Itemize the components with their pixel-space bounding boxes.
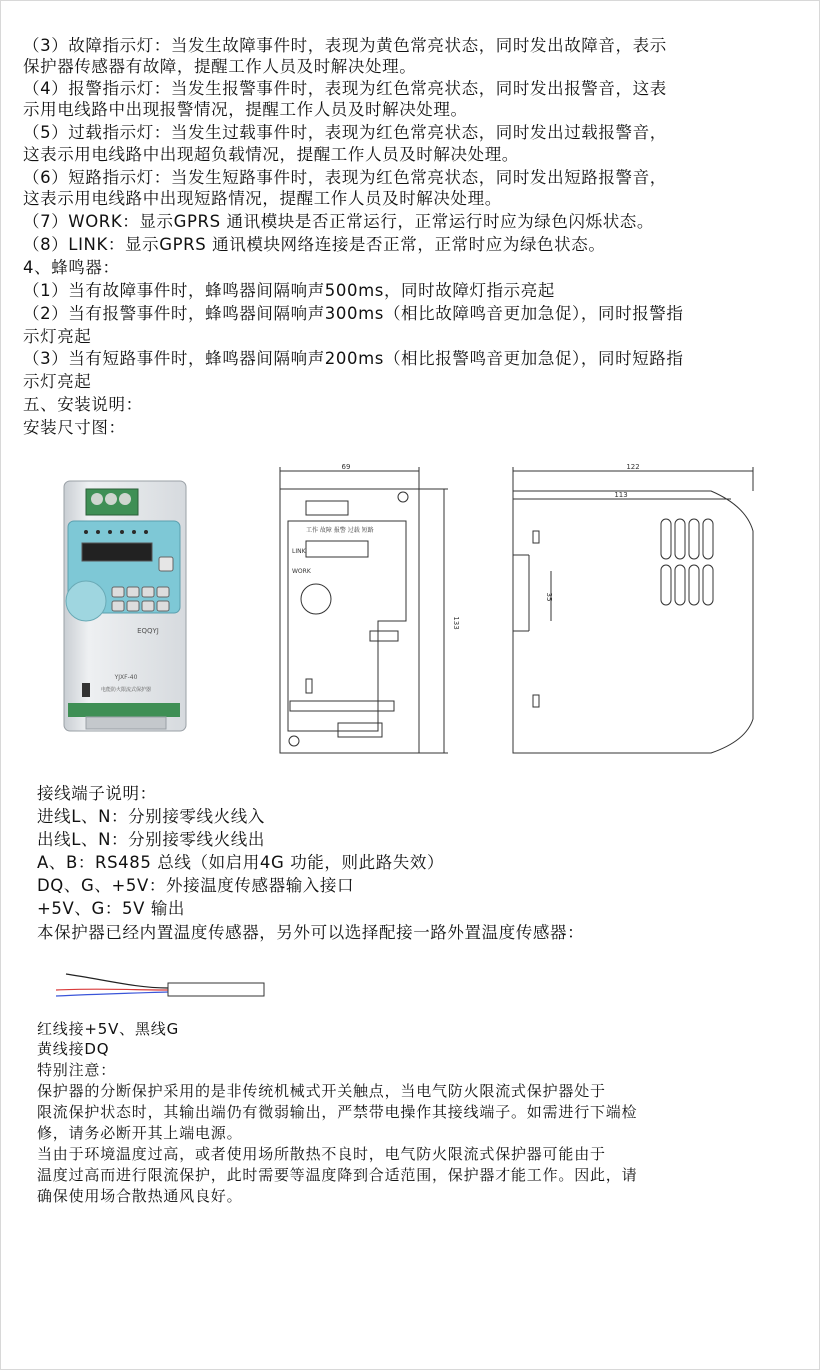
line-overload-indicator-2: 这表示用电线路中出现超负载情况，提醒工作人员及时解决处理。	[23, 145, 519, 164]
front-width-label: 69	[341, 463, 351, 471]
line-note-2b: 温度过高而进行限流保护，此时需要等温度降到合适范围，保护器才能工作。因此，请	[37, 1166, 638, 1184]
heading-buzzer: 4、蜂鸣器：	[23, 258, 120, 277]
line-note-2a: 当由于环境温度过高，或者使用场所散热不良时，电气防火限流式保护器可能由于	[37, 1145, 606, 1163]
line-link-indicator: （8）LINK：显示GPRS 通讯模块网络连接是否正常，正常时应为绿色状态。	[23, 235, 606, 254]
line-fault-indicator-2: 保护器传感器有故障，提醒工作人员及时解决处理。	[23, 57, 417, 76]
line-5v-output: +5V、G：5V 输出	[37, 899, 186, 918]
temperature-sensor-illustration	[56, 966, 271, 1006]
line-overload-indicator-1: （5）过载指示灯：当发生过载事件时，表现为红色常亮状态，同时发出过载报警音，	[23, 123, 667, 142]
heading-installation: 五、安装说明：	[23, 395, 143, 414]
line-note-1a: 保护器的分断保护采用的是非传统机械式开关触点，当电气防火限流式保护器处于	[37, 1082, 606, 1100]
svg-text:WORK: WORK	[292, 568, 311, 575]
device-name-label: 电能防火限流式保护器	[100, 687, 152, 693]
line-short-indicator-1: （6）短路指示灯：当发生短路事件时，表现为红色常亮状态，同时发出短路报警音，	[23, 168, 667, 187]
line-rs485-terminals: A、B：RS485 总线（如启用4G 功能，则此路失效）	[37, 853, 445, 872]
line-fault-indicator-1: （3）故障指示灯：当发生故障事件时，表现为黄色常亮状态，同时发出故障音，表示	[23, 36, 667, 55]
front-view-drawing	[276, 461, 461, 761]
device-photo	[56, 471, 196, 741]
side-inner-width-label: 113	[614, 491, 628, 499]
svg-text:LINK: LINK	[292, 548, 306, 555]
side-view-drawing	[511, 461, 756, 761]
line-red-black-wire: 红线接+5V、黑线G	[37, 1020, 179, 1038]
line-buzzer-short-1: （3）当有短路事件时，蜂鸣器间隔响声200ms（相比报警鸣音更加急促），同时短路指	[23, 349, 684, 368]
heading-special-note: 特别注意：	[37, 1061, 117, 1079]
svg-text:工作 故障 报警 过载 短路: 工作 故障 报警 过载 短路	[306, 527, 374, 534]
device-brand-label: EQQYJ	[137, 627, 159, 635]
line-alarm-indicator-2: 示用电线路中出现报警情况，提醒工作人员及时解决处理。	[23, 100, 468, 119]
side-rail-label: 35	[545, 592, 553, 602]
line-work-indicator: （7）WORK：显示GPRS 通讯模块是否正常运行，正常运行时应为绿色闪烁状态。	[23, 212, 655, 231]
line-buzzer-alarm-2: 示灯亮起	[23, 327, 92, 346]
heading-dimension-drawing: 安装尺寸图：	[23, 418, 126, 437]
line-buzzer-fault: （1）当有故障事件时，蜂鸣器间隔响声500ms，同时故障灯指示亮起	[23, 281, 555, 300]
line-external-sensor: 本保护器已经内置温度传感器，另外可以选择配接一路外置温度传感器：	[37, 923, 585, 942]
line-note-2c: 确保使用场合散热通风良好。	[37, 1187, 243, 1205]
line-output-terminals: 出线L、N：分别接零线火线出	[37, 830, 265, 849]
heading-terminal-description: 接线端子说明：	[37, 784, 157, 803]
device-model-label: YJXF-40	[114, 674, 138, 681]
line-short-indicator-2: 这表示用电线路中出现短路情况，提醒工作人员及时解决处理。	[23, 189, 502, 208]
line-buzzer-alarm-1: （2）当有报警事件时，蜂鸣器间隔响声300ms（相比故障鸣音更加急促），同时报警指	[23, 304, 684, 323]
line-buzzer-short-2: 示灯亮起	[23, 372, 92, 391]
line-yellow-wire: 黄线接DQ	[37, 1040, 110, 1058]
line-note-1c: 修，请务必断开其上端电源。	[37, 1124, 243, 1142]
line-sensor-terminals: DQ、G、+5V：外接温度传感器输入接口	[37, 876, 355, 895]
line-input-terminals: 进线L、N：分别接零线火线入	[37, 807, 265, 826]
front-height-label: 133	[452, 616, 460, 630]
line-alarm-indicator-1: （4）报警指示灯：当发生报警事件时，表现为红色常亮状态，同时发出报警音，这表	[23, 79, 667, 98]
side-outer-width-label: 122	[626, 463, 640, 471]
line-note-1b: 限流保护状态时，其输出端仍有微弱输出，严禁带电操作其接线端子。如需进行下端检	[37, 1103, 638, 1121]
